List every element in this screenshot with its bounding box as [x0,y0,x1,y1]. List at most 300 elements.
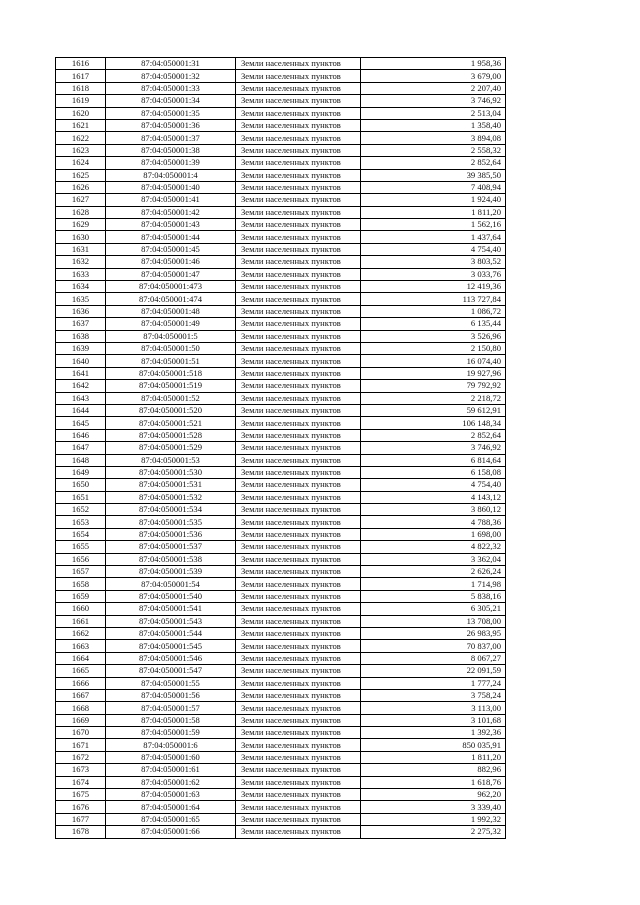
table-row [56,652,506,664]
value-cell: 106 148,34 [361,417,506,429]
value-cell: 79 792,92 [361,380,506,392]
table-row [56,318,506,330]
land-category-cell: Земли населенных пунктов [236,305,361,317]
table-row [56,578,506,590]
land-category-cell: Земли населенных пунктов [236,144,361,156]
cadastral-number-cell: 87:04:050001:43 [106,219,236,231]
value-cell: 13 708,00 [361,615,506,627]
table-row [56,516,506,528]
cadastral-number-cell: 87:04:050001:39 [106,157,236,169]
cadastral-number-cell: 87:04:050001:531 [106,479,236,491]
land-category-cell: Земли населенных пунктов [236,826,361,838]
value-cell: 113 727,84 [361,293,506,305]
value-cell: 19 927,96 [361,367,506,379]
table-row [56,590,506,602]
land-category-cell: Земли населенных пунктов [236,318,361,330]
row-number-cell: 1649 [56,466,106,478]
row-number-cell: 1643 [56,392,106,404]
cadastral-number-cell: 87:04:050001:41 [106,194,236,206]
cadastral-number-cell: 87:04:050001:534 [106,504,236,516]
value-cell: 3 803,52 [361,256,506,268]
value-cell: 16 074,40 [361,355,506,367]
table-row [56,640,506,652]
table-row [56,504,506,516]
land-category-cell: Земли населенных пунктов [236,689,361,701]
value-cell: 2 150,80 [361,342,506,354]
table-row [56,689,506,701]
row-number-cell: 1617 [56,70,106,82]
cadastral-number-cell: 87:04:050001:545 [106,640,236,652]
land-category-cell: Земли населенных пунктов [236,541,361,553]
row-number-cell: 1662 [56,627,106,639]
value-cell: 1 437,64 [361,231,506,243]
value-cell: 850 035,91 [361,739,506,751]
row-number-cell: 1661 [56,615,106,627]
row-number-cell: 1636 [56,305,106,317]
table-row [56,404,506,416]
cadastral-number-cell: 87:04:050001:55 [106,677,236,689]
cadastral-number-cell: 87:04:050001:538 [106,553,236,565]
land-category-cell: Земли населенных пунктов [236,231,361,243]
land-category-cell: Земли населенных пунктов [236,256,361,268]
cadastral-number-cell: 87:04:050001:42 [106,206,236,218]
cadastral-number-cell: 87:04:050001:529 [106,442,236,454]
table-row [56,491,506,503]
table-row [56,95,506,107]
row-number-cell: 1621 [56,119,106,131]
value-cell: 1 811,20 [361,751,506,763]
row-number-cell: 1644 [56,404,106,416]
row-number-cell: 1638 [56,330,106,342]
row-number-cell: 1671 [56,739,106,751]
cadastral-number-cell: 87:04:050001:5 [106,330,236,342]
cadastral-number-cell: 87:04:050001:543 [106,615,236,627]
row-number-cell: 1670 [56,727,106,739]
row-number-cell: 1626 [56,181,106,193]
table-row [56,194,506,206]
row-number-cell: 1668 [56,702,106,714]
cadastral-number-cell: 87:04:050001:56 [106,689,236,701]
value-cell: 3 362,04 [361,553,506,565]
table-row [56,615,506,627]
cadastral-number-cell: 87:04:050001:535 [106,516,236,528]
table-row [56,702,506,714]
row-number-cell: 1650 [56,479,106,491]
table-row [56,256,506,268]
table-row [56,70,506,82]
cadastral-number-cell: 87:04:050001:521 [106,417,236,429]
land-category-cell: Земли населенных пунктов [236,293,361,305]
land-category-cell: Земли населенных пунктов [236,442,361,454]
row-number-cell: 1673 [56,764,106,776]
table-row [56,677,506,689]
table-row [56,231,506,243]
row-number-cell: 1640 [56,355,106,367]
value-cell: 3 033,76 [361,268,506,280]
cadastral-number-cell: 87:04:050001:6 [106,739,236,751]
value-cell: 3 746,92 [361,442,506,454]
cadastral-number-cell: 87:04:050001:539 [106,566,236,578]
row-number-cell: 1655 [56,541,106,553]
row-number-cell: 1631 [56,243,106,255]
cadastral-number-cell: 87:04:050001:4 [106,169,236,181]
land-category-cell: Земли населенных пунктов [236,243,361,255]
land-category-cell: Земли населенных пунктов [236,590,361,602]
row-number-cell: 1619 [56,95,106,107]
row-number-cell: 1657 [56,566,106,578]
land-category-cell: Земли населенных пунктов [236,181,361,193]
land-category-cell: Земли населенных пунктов [236,404,361,416]
table-row [56,206,506,218]
cadastral-number-cell: 87:04:050001:48 [106,305,236,317]
cadastral-number-cell: 87:04:050001:520 [106,404,236,416]
row-number-cell: 1677 [56,813,106,825]
table-row [56,293,506,305]
land-category-cell: Земли населенных пунктов [236,603,361,615]
row-number-cell: 1665 [56,665,106,677]
value-cell: 6 135,44 [361,318,506,330]
table-row [56,181,506,193]
table-row [56,429,506,441]
land-category-cell: Земли населенных пунктов [236,751,361,763]
value-cell: 22 091,59 [361,665,506,677]
table-row [56,380,506,392]
table-row [56,82,506,94]
row-number-cell: 1616 [56,58,106,70]
table-row [56,776,506,788]
land-category-cell: Земли населенных пунктов [236,776,361,788]
cadastral-number-cell: 87:04:050001:46 [106,256,236,268]
cadastral-number-cell: 87:04:050001:518 [106,367,236,379]
land-category-cell: Земли населенных пунктов [236,132,361,144]
cadastral-number-cell: 87:04:050001:66 [106,826,236,838]
cadastral-number-cell: 87:04:050001:60 [106,751,236,763]
land-category-cell: Земли населенных пунктов [236,801,361,813]
value-cell: 1 358,40 [361,119,506,131]
row-number-cell: 1646 [56,429,106,441]
cadastral-number-cell: 87:04:050001:38 [106,144,236,156]
table-row [56,714,506,726]
value-cell: 3 526,96 [361,330,506,342]
cadastral-number-cell: 87:04:050001:40 [106,181,236,193]
row-number-cell: 1618 [56,82,106,94]
land-category-cell: Земли населенных пунктов [236,466,361,478]
value-cell: 70 837,00 [361,640,506,652]
value-cell: 3 101,68 [361,714,506,726]
row-number-cell: 1630 [56,231,106,243]
cadastral-number-cell: 87:04:050001:532 [106,491,236,503]
row-number-cell: 1656 [56,553,106,565]
row-number-cell: 1622 [56,132,106,144]
value-cell: 6 305,21 [361,603,506,615]
table-row [56,342,506,354]
row-number-cell: 1628 [56,206,106,218]
row-number-cell: 1623 [56,144,106,156]
value-cell: 1 714,98 [361,578,506,590]
cadastral-number-cell: 87:04:050001:473 [106,281,236,293]
cadastral-number-cell: 87:04:050001:519 [106,380,236,392]
value-cell: 1 924,40 [361,194,506,206]
value-cell: 5 838,16 [361,590,506,602]
row-number-cell: 1627 [56,194,106,206]
cadastral-number-cell: 87:04:050001:530 [106,466,236,478]
row-number-cell: 1663 [56,640,106,652]
value-cell: 4 788,36 [361,516,506,528]
row-number-cell: 1676 [56,801,106,813]
table-row [56,392,506,404]
row-number-cell: 1660 [56,603,106,615]
value-cell: 4 754,40 [361,479,506,491]
value-cell: 26 983,95 [361,627,506,639]
land-category-cell: Земли населенных пунктов [236,665,361,677]
value-cell: 2 852,64 [361,429,506,441]
cadastral-number-cell: 87:04:050001:537 [106,541,236,553]
value-cell: 4 822,32 [361,541,506,553]
table-body [56,58,506,839]
land-category-cell: Земли населенных пунктов [236,566,361,578]
land-category-cell: Земли населенных пунктов [236,504,361,516]
table-row [56,553,506,565]
land-category-cell: Земли населенных пунктов [236,739,361,751]
table-row [56,281,506,293]
land-category-cell: Земли населенных пунктов [236,491,361,503]
land-category-cell: Земли населенных пунктов [236,702,361,714]
table-row [56,541,506,553]
row-number-cell: 1620 [56,107,106,119]
row-number-cell: 1651 [56,491,106,503]
table-row [56,727,506,739]
table-row [56,119,506,131]
cadastral-number-cell: 87:04:050001:45 [106,243,236,255]
cadastral-number-cell: 87:04:050001:58 [106,714,236,726]
cadastral-number-cell: 87:04:050001:528 [106,429,236,441]
land-category-cell: Земли населенных пунктов [236,281,361,293]
document-page [55,57,505,839]
table-row [56,169,506,181]
cadastral-number-cell: 87:04:050001:65 [106,813,236,825]
cadastral-number-cell: 87:04:050001:547 [106,665,236,677]
value-cell: 3 860,12 [361,504,506,516]
cadastral-number-cell: 87:04:050001:544 [106,627,236,639]
cadastral-number-cell: 87:04:050001:31 [106,58,236,70]
cadastral-number-cell: 87:04:050001:37 [106,132,236,144]
land-category-cell: Земли населенных пунктов [236,652,361,664]
cadastral-number-cell: 87:04:050001:34 [106,95,236,107]
table-row [56,330,506,342]
table-row [56,764,506,776]
table-row [56,268,506,280]
value-cell: 1 958,36 [361,58,506,70]
land-category-cell: Земли населенных пунктов [236,355,361,367]
table-row [56,107,506,119]
value-cell: 2 207,40 [361,82,506,94]
cadastral-number-cell: 87:04:050001:536 [106,528,236,540]
row-number-cell: 1632 [56,256,106,268]
table-row [56,801,506,813]
cadastral-number-cell: 87:04:050001:35 [106,107,236,119]
land-category-cell: Земли населенных пунктов [236,640,361,652]
table-row [56,528,506,540]
value-cell: 2 852,64 [361,157,506,169]
row-number-cell: 1675 [56,789,106,801]
table-row [56,665,506,677]
land-category-cell: Земли населенных пунктов [236,392,361,404]
cadastral-number-cell: 87:04:050001:546 [106,652,236,664]
table-row [56,627,506,639]
land-category-cell: Земли населенных пунктов [236,578,361,590]
value-cell: 6 158,08 [361,466,506,478]
land-category-cell: Земли населенных пунктов [236,95,361,107]
table-row [56,739,506,751]
row-number-cell: 1653 [56,516,106,528]
row-number-cell: 1642 [56,380,106,392]
table-row [56,751,506,763]
row-number-cell: 1635 [56,293,106,305]
cadastral-number-cell: 87:04:050001:61 [106,764,236,776]
value-cell: 2 558,32 [361,144,506,156]
cadastral-number-cell: 87:04:050001:50 [106,342,236,354]
row-number-cell: 1667 [56,689,106,701]
value-cell: 1 992,32 [361,813,506,825]
value-cell: 7 408,94 [361,181,506,193]
table-row [56,144,506,156]
land-category-cell: Земли населенных пунктов [236,219,361,231]
land-category-cell: Земли населенных пунктов [236,615,361,627]
table-row [56,132,506,144]
cadastral-number-cell: 87:04:050001:49 [106,318,236,330]
value-cell: 2 218,72 [361,392,506,404]
land-category-cell: Земли населенных пунктов [236,677,361,689]
table-row [56,355,506,367]
land-category-cell: Земли населенных пунктов [236,417,361,429]
cadastral-number-cell: 87:04:050001:44 [106,231,236,243]
cadastral-number-cell: 87:04:050001:54 [106,578,236,590]
row-number-cell: 1674 [56,776,106,788]
land-category-cell: Земли населенных пунктов [236,714,361,726]
cadastral-table [55,57,506,839]
table-row [56,789,506,801]
cadastral-number-cell: 87:04:050001:33 [106,82,236,94]
value-cell: 1 562,16 [361,219,506,231]
value-cell: 3 758,24 [361,689,506,701]
value-cell: 882,96 [361,764,506,776]
row-number-cell: 1634 [56,281,106,293]
table-row [56,157,506,169]
table-row [56,305,506,317]
table-row [56,813,506,825]
cadastral-number-cell: 87:04:050001:59 [106,727,236,739]
cadastral-number-cell: 87:04:050001:32 [106,70,236,82]
table-row [56,367,506,379]
table-row [56,417,506,429]
land-category-cell: Земли населенных пунктов [236,813,361,825]
value-cell: 8 067,27 [361,652,506,664]
land-category-cell: Земли населенных пунктов [236,157,361,169]
table-row [56,603,506,615]
cadastral-number-cell: 87:04:050001:47 [106,268,236,280]
land-category-cell: Земли населенных пунктов [236,169,361,181]
land-category-cell: Земли населенных пунктов [236,206,361,218]
land-category-cell: Земли населенных пунктов [236,342,361,354]
table-row [56,566,506,578]
table-row [56,826,506,838]
row-number-cell: 1645 [56,417,106,429]
land-category-cell: Земли населенных пунктов [236,194,361,206]
land-category-cell: Земли населенных пунктов [236,367,361,379]
cadastral-number-cell: 87:04:050001:62 [106,776,236,788]
cadastral-number-cell: 87:04:050001:53 [106,454,236,466]
value-cell: 6 814,64 [361,454,506,466]
land-category-cell: Земли населенных пунктов [236,82,361,94]
value-cell: 2 626,24 [361,566,506,578]
row-number-cell: 1659 [56,590,106,602]
value-cell: 3 339,40 [361,801,506,813]
value-cell: 3 746,92 [361,95,506,107]
value-cell: 3 894,08 [361,132,506,144]
value-cell: 1 777,24 [361,677,506,689]
value-cell: 1 086,72 [361,305,506,317]
table-row [56,454,506,466]
cadastral-number-cell: 87:04:050001:541 [106,603,236,615]
land-category-cell: Земли населенных пунктов [236,479,361,491]
value-cell: 1 392,36 [361,727,506,739]
cadastral-number-cell: 87:04:050001:36 [106,119,236,131]
table-row [56,466,506,478]
row-number-cell: 1625 [56,169,106,181]
land-category-cell: Земли населенных пунктов [236,553,361,565]
row-number-cell: 1672 [56,751,106,763]
value-cell: 2 513,04 [361,107,506,119]
table-row [56,219,506,231]
cadastral-number-cell: 87:04:050001:57 [106,702,236,714]
land-category-cell: Земли населенных пунктов [236,516,361,528]
row-number-cell: 1658 [56,578,106,590]
row-number-cell: 1666 [56,677,106,689]
land-category-cell: Земли населенных пунктов [236,58,361,70]
land-category-cell: Земли населенных пунктов [236,727,361,739]
row-number-cell: 1664 [56,652,106,664]
value-cell: 39 385,50 [361,169,506,181]
table-row [56,243,506,255]
land-category-cell: Земли населенных пунктов [236,330,361,342]
value-cell: 1 698,00 [361,528,506,540]
land-category-cell: Земли населенных пунктов [236,119,361,131]
value-cell: 962,20 [361,789,506,801]
row-number-cell: 1629 [56,219,106,231]
land-category-cell: Земли населенных пунктов [236,528,361,540]
cadastral-number-cell: 87:04:050001:540 [106,590,236,602]
land-category-cell: Земли населенных пунктов [236,107,361,119]
value-cell: 4 754,40 [361,243,506,255]
cadastral-number-cell: 87:04:050001:51 [106,355,236,367]
land-category-cell: Земли населенных пунктов [236,380,361,392]
cadastral-number-cell: 87:04:050001:63 [106,789,236,801]
value-cell: 4 143,12 [361,491,506,503]
value-cell: 1 811,20 [361,206,506,218]
cadastral-number-cell: 87:04:050001:64 [106,801,236,813]
land-category-cell: Земли населенных пунктов [236,429,361,441]
table-row [56,442,506,454]
land-category-cell: Земли населенных пунктов [236,627,361,639]
row-number-cell: 1641 [56,367,106,379]
cadastral-number-cell: 87:04:050001:52 [106,392,236,404]
value-cell: 59 612,91 [361,404,506,416]
row-number-cell: 1637 [56,318,106,330]
row-number-cell: 1633 [56,268,106,280]
row-number-cell: 1678 [56,826,106,838]
cadastral-number-cell: 87:04:050001:474 [106,293,236,305]
row-number-cell: 1648 [56,454,106,466]
